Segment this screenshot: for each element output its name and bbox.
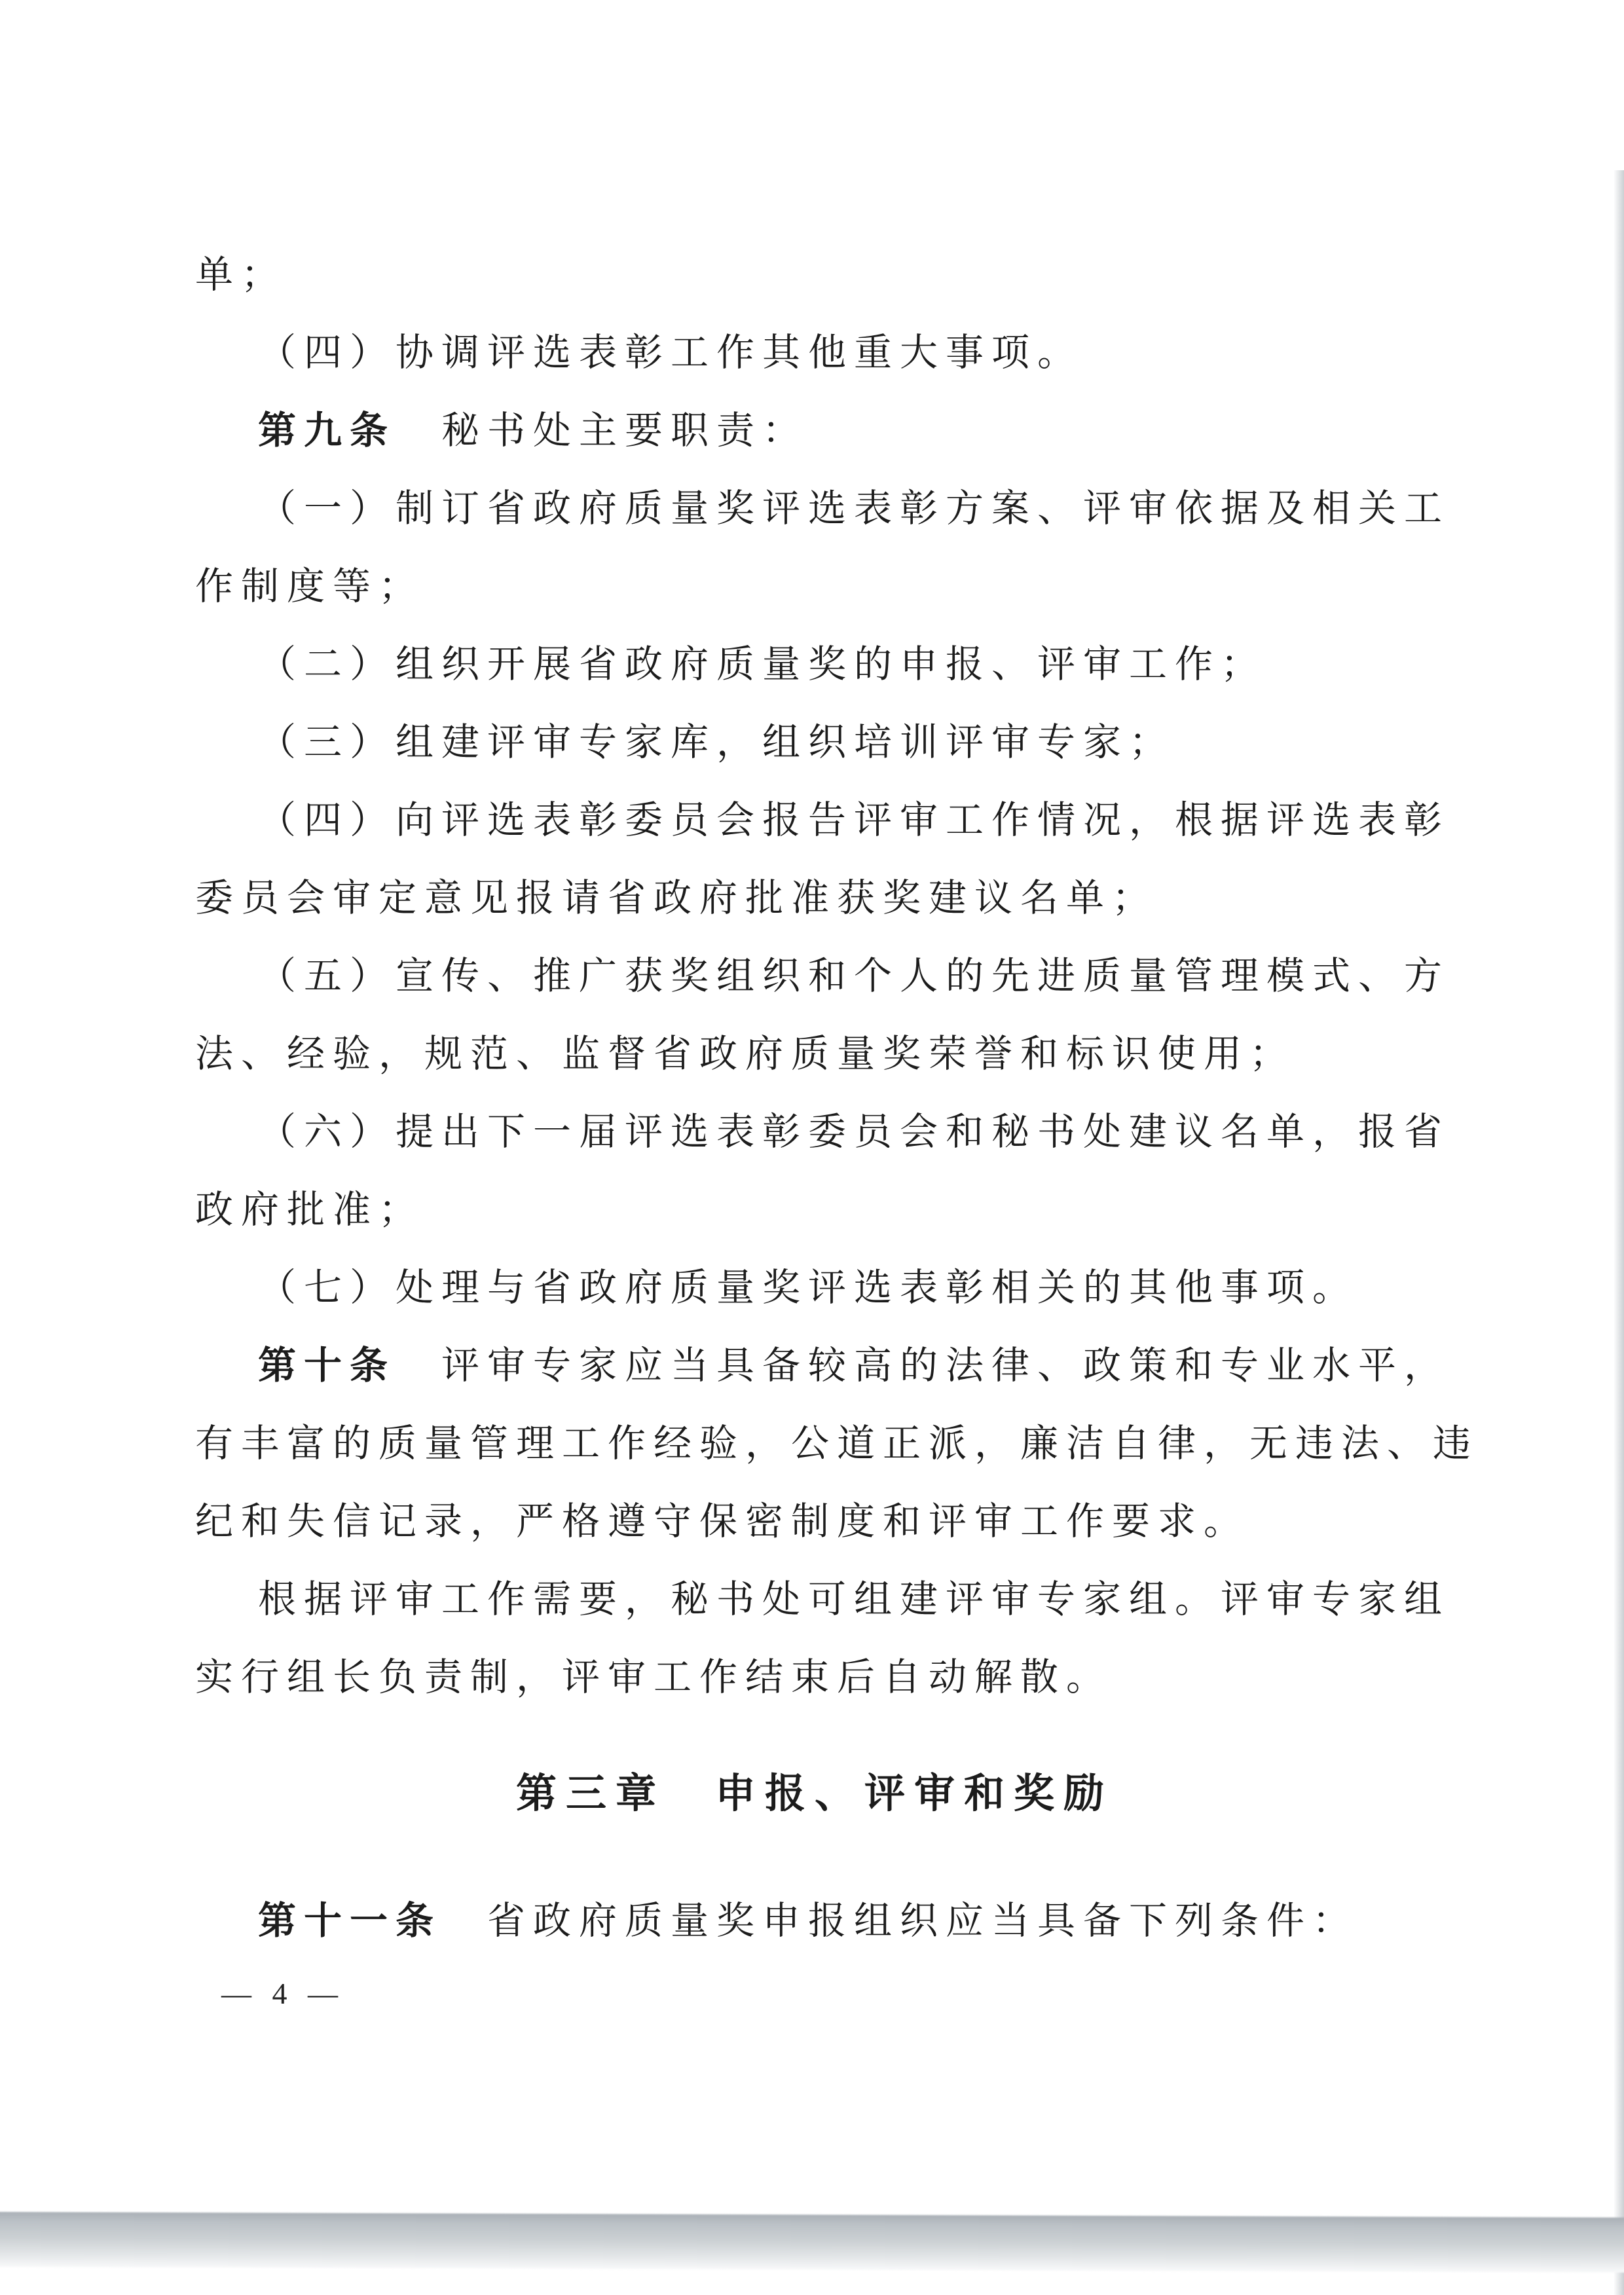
text-line xyxy=(195,703,1434,781)
text-line xyxy=(195,1482,1434,1560)
text-line xyxy=(195,1249,1434,1327)
page-number: — 4 — xyxy=(221,1977,344,2010)
line-text: 作制度等； xyxy=(195,565,425,608)
article-number-label: 第九条 xyxy=(258,409,396,452)
text-line xyxy=(195,392,1434,469)
text-line xyxy=(195,236,1434,314)
line-text: （二）组织开展省政府质量奖的申报、评审工作； xyxy=(258,643,1267,686)
text-line xyxy=(195,859,1434,937)
line-text: （一）制订省政府质量奖评选表彰方案、评审依据及相关工 xyxy=(258,487,1450,530)
text-line xyxy=(195,1638,1434,1716)
article-number-label: 第十一条 xyxy=(258,1900,442,1942)
line-text: 省政府质量奖申报组织应当具备下列条件： xyxy=(441,1900,1359,1942)
text-line xyxy=(195,1171,1434,1249)
line-text: 根据评审工作需要，秘书处可组建评审专家组。评审专家组 xyxy=(258,1578,1450,1621)
text-line xyxy=(195,1560,1450,1638)
text-line xyxy=(195,625,1434,703)
line-text: 实行组长负责制，评审工作结束后自动解散。 xyxy=(195,1656,1113,1698)
text-block xyxy=(195,236,1479,1960)
text-line xyxy=(195,1093,1450,1171)
text-line xyxy=(195,781,1450,859)
line-text: 有丰富的质量管理工作经验，公道正派，廉洁自律，无违法、违 xyxy=(195,1422,1479,1465)
line-text: 评审专家应当具备较高的法律、政策和专业水平， xyxy=(396,1344,1450,1387)
article-number-label: 第十条 xyxy=(258,1344,396,1387)
text-line xyxy=(195,469,1450,547)
line-text: （六）提出下一届评选表彰委员会和秘书处建议名单，报省 xyxy=(258,1111,1450,1153)
text-line xyxy=(195,1405,1479,1482)
line-text: （七）处理与省政府质量奖评选表彰相关的其他事项。 xyxy=(258,1266,1359,1309)
line-text: 委员会审定意见报请省政府批准获奖建议名单； xyxy=(195,877,1158,919)
line-text: （三）组建评审专家库，组织培训评审专家； xyxy=(258,721,1175,763)
text-line xyxy=(195,314,1434,392)
chapter-heading: 第三章 申报、评审和奖励 xyxy=(515,1771,1113,1816)
text-line xyxy=(195,1015,1434,1093)
line-text: （四）向评选表彰委员会报告评审工作情况，根据评选表彰 xyxy=(258,799,1450,841)
line-text: 纪和失信记录，严格遵守保密制度和评审工作要求。 xyxy=(195,1500,1250,1543)
text-line xyxy=(195,1327,1450,1405)
line-text: （四）协调评选表彰工作其他重大事项。 xyxy=(258,331,1084,374)
text-line xyxy=(195,547,1434,625)
scan-right-edge-shadow xyxy=(1614,170,1624,2295)
line-text: 单； xyxy=(195,253,287,296)
text-line xyxy=(195,937,1450,1015)
line-text: 秘书处主要职责： xyxy=(396,409,809,452)
line-text: （五）宣传、推广获奖组织和个人的先进质量管理模式、方 xyxy=(258,955,1450,997)
scan-bottom-shadow-band xyxy=(0,2212,1624,2273)
line-text: 政府批准； xyxy=(195,1188,425,1231)
text-line xyxy=(195,1882,1434,1960)
line-text: 法、经验，规范、监督省政府质量奖荣誉和标识使用； xyxy=(195,1033,1296,1075)
